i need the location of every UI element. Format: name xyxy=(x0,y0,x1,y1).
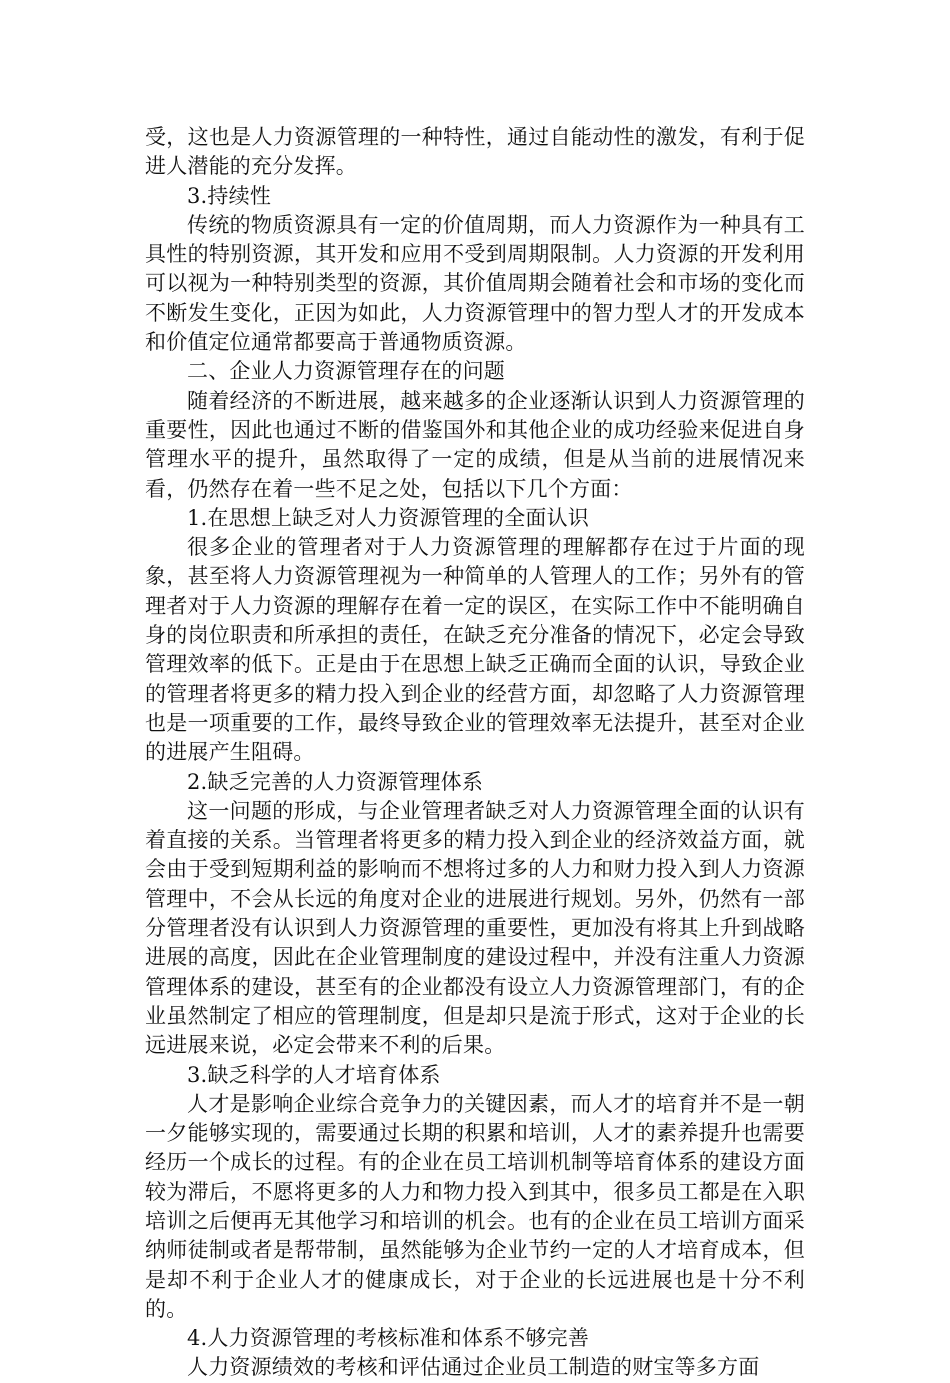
section-heading-training: 3.缺乏科学的人才培育体系 xyxy=(187,1062,441,1087)
paragraph: 这一问题的形成，与企业管理者缺乏对人力资源管理全面的认识有着直接的关系。当管理者将更多的精力投入到企业的经济效益方面，就会由于受到短期利益的影响而不想将过多的人力和财力投入到人力资源管理中，不会从长远的角度对企业的进展进行规划。另外，仍然有一部分管理者没有认识到人力资源管理的重要性，更加没有将其上升到战略进展的高度，因此在企业管理制度的建设过程中，并没有注重人力资源管理体系的建设，甚至有的企业都没有设立人力资源管理部门，有的企业虽然制定了相应的管理制度，但是却只是流于形式，这对于企业的长远进展来说，必定会带来不利的后果。 xyxy=(145,798,805,1058)
document-page xyxy=(145,123,805,1383)
paragraph: 人力资源绩效的考核和评估通过企业员工制造的财宝等多方面 xyxy=(187,1355,760,1380)
section-heading-problems: 二、企业人力资源管理存在的问题 xyxy=(187,359,505,384)
section-heading-awareness: 1.在思想上缺乏对人力资源管理的全面认识 xyxy=(187,505,590,530)
section-heading-system: 2.缺乏完善的人力资源管理体系 xyxy=(187,769,484,794)
paragraph: 很多企业的管理者对于人力资源管理的理解都存在过于片面的现象，甚至将人力资源管理视为一种简单的人管理人的工作；另外有的管理者对于人力资源的理解存在着一定的误区，在实际工作中不能明确自身的岗位职责和所承担的责任，在缺乏充分准备的情况下，必定会导致管理效率的低下。正是由于在思想上缺乏正确而全面的认识，导致企业的管理者将更多的精力投入到企业的经营方面，却忽略了人力资源管理也是一项重要的工作，最终导致企业的管理效率无法提升，甚至对企业的进展产生阻碍。 xyxy=(145,535,805,765)
paragraph: 人才是影响企业综合竞争力的关键因素，而人才的培育并不是一朝一夕能够实现的，需要通过长期的积累和培训，人才的素养提升也需要经历一个成长的过程。有的企业在员工培训机制等培育体系的建设方面较为滞后，不愿将更多的人力和物力投入到其中，很多员工都是在入职培训之后便再无其他学习和培训的机会。也有的企业在员工培训方面采纳师徒制或者是帮带制，虽然能够为企业节约一定的人才培育成本，但是却不利于企业人才的健康成长，对于企业的长远进展也是十分不利的。 xyxy=(145,1091,805,1321)
paragraph: 传统的物质资源具有一定的价值周期，而人力资源作为一种具有工具性的特别资源，其开发和应用不受到周期限制。人力资源的开发利用可以视为一种特别类型的资源，其价值周期会随着社会和市场的变化而不断发生变化，正因为如此，人力资源管理中的智力型人才的开发成本和价值定位通常都要高于普通物质资源。 xyxy=(145,212,805,355)
paragraph-continuation: 受，这也是人力资源管理的一种特性，通过自能动性的激发，有利于促进人潜能的充分发挥。 xyxy=(145,125,805,179)
paragraph: 随着经济的不断进展，越来越多的企业逐渐认识到人力资源管理的重要性，因此也通过不断的借鉴国外和其他企业的成功经验来促进自身管理水平的提升，虽然取得了一定的成绩，但是从当前的进展情况来看，仍然存在着一些不足之处，包括以下几个方面： xyxy=(145,388,805,501)
section-heading-assessment: 4.人力资源管理的考核标准和体系不够完善 xyxy=(187,1326,590,1351)
section-heading-sustainability: 3.持续性 xyxy=(187,183,272,208)
